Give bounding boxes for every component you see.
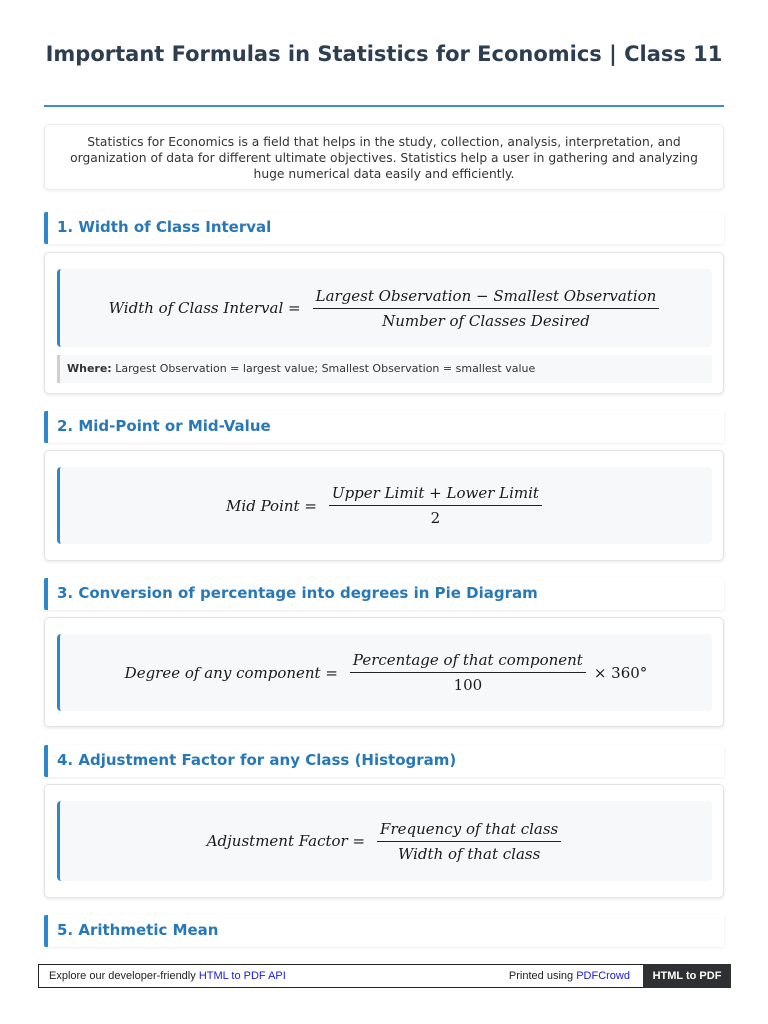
formula [125, 651, 648, 694]
fraction-denominator: Number of Classes Desired [382, 311, 590, 330]
section-heading-width-class-interval: 1. Width of Class Interval [44, 212, 724, 244]
fraction [350, 651, 586, 694]
fraction-denominator: Width of that class [397, 844, 541, 863]
fraction-numerator: Frequency of that class [377, 820, 561, 842]
formula [109, 287, 664, 330]
footer-right-prefix: Printed using [508, 970, 574, 982]
formula-card-adjustment-factor [44, 784, 724, 898]
pdfcrowd-link[interactable]: PDFCrowd [576, 970, 630, 982]
section-heading-arithmetic-mean: 5. Arithmetic Mean [44, 915, 724, 947]
fraction-numerator: Upper Limit + Lower Limit [329, 484, 542, 506]
formula [207, 820, 566, 863]
formula-box [57, 467, 712, 544]
fraction-denominator: 100 [453, 676, 483, 694]
formula-box [57, 801, 712, 881]
where-label: Where: [67, 362, 112, 375]
where-note [57, 355, 712, 383]
footer-left-text [49, 970, 286, 982]
formula-lhs: Mid Point = [226, 496, 317, 515]
html-to-pdf-api-link[interactable]: HTML to PDF API [198, 970, 286, 982]
section-heading-adjustment-factor: 4. Adjustment Factor for any Class (Histogram) [44, 745, 724, 777]
where-text: Largest Observation = largest value; Smallest Observation = smallest value [115, 362, 536, 375]
fraction [329, 484, 542, 527]
fraction-numerator: Percentage of that component [350, 651, 586, 673]
formula-card-mid-point [44, 450, 724, 561]
formula-card-width-class-interval [44, 252, 724, 394]
formula [226, 484, 546, 527]
formula-box [57, 269, 712, 347]
section-heading-mid-point: 2. Mid-Point or Mid-Value [44, 411, 724, 443]
title-divider [44, 105, 724, 107]
formula-lhs: Width of Class Interval = [108, 299, 301, 317]
footer-right-text [509, 970, 630, 982]
formula-box [57, 634, 712, 711]
formula-multiplier: × 360° [593, 663, 648, 682]
fraction-denominator: 2 [430, 509, 441, 527]
intro-paragraph: Statistics for Economics is a field that helps in the study, collection, analysis, interpretation, and organization of data for different ultimate objectives. Statistics help a user in gathering and analyzing huge numerical data easily and efficiently. [44, 124, 724, 190]
pdf-footer-banner [38, 964, 731, 988]
section-heading-pie-diagram: 3. Conversion of percentage into degrees in Pie Diagram [44, 578, 724, 610]
fraction [377, 820, 561, 863]
html-to-pdf-button[interactable]: HTML to PDF [643, 964, 731, 988]
formula-lhs: Adjustment Factor = [206, 832, 366, 850]
page-title: Important Formulas in Statistics for Economics | Class 11 [45, 42, 723, 66]
formula-card-pie-diagram [44, 617, 724, 727]
footer-left-prefix: Explore our developer-friendly [49, 970, 196, 982]
fraction-numerator: Largest Observation − Smallest Observation [313, 287, 660, 309]
fraction [313, 287, 660, 330]
formula-lhs: Degree of any component = [124, 663, 338, 682]
